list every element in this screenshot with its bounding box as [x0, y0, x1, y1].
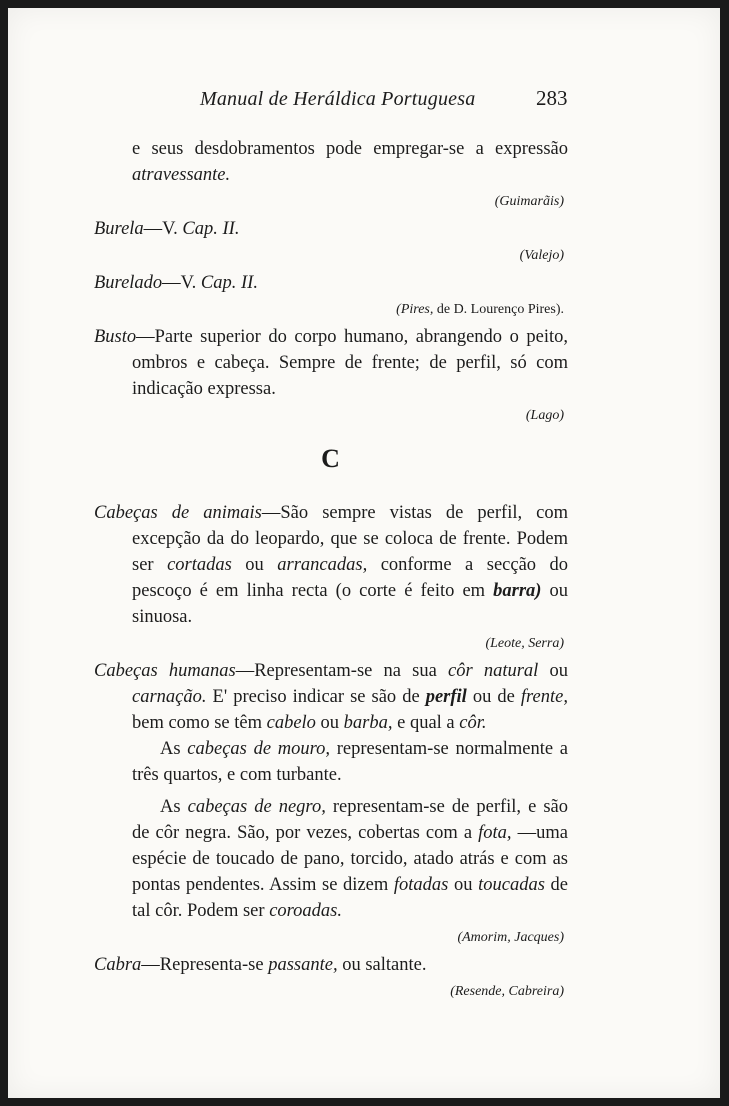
- italic-term: côr.: [459, 713, 487, 733]
- page-body: [94, 136, 568, 1006]
- source-name: (Pires,: [396, 302, 434, 317]
- entry-text: bem como se têm: [132, 713, 267, 733]
- entry-term: Cabeças de animais: [94, 503, 262, 523]
- paragraph-negro: [94, 794, 568, 924]
- entry-text: ou sinuosa.: [132, 581, 569, 627]
- section-letter: C: [321, 444, 341, 473]
- italic-term: frente,: [520, 687, 568, 707]
- italic-term: passante,: [268, 955, 338, 975]
- italic-term: toucadas: [478, 875, 545, 895]
- italic-term: cortadas: [167, 555, 232, 575]
- entry-text: —São sempre vistas de perfil, com excepção da do leopardo, que se coloca de frente. Podem ser: [132, 503, 569, 575]
- italic-term: carnação.: [132, 687, 207, 707]
- entry-continuation: [94, 136, 568, 188]
- entry-text: —Representa-se: [141, 955, 269, 975]
- entry-cabecas-humanas: [94, 658, 568, 736]
- entry-text: ou de: [466, 687, 521, 707]
- entry-text: representam-se normalmente a três quartos, e com turbante.: [132, 739, 569, 785]
- italic-term: barra): [493, 581, 542, 601]
- source-rest: de D. Lourenço Pires).: [433, 302, 564, 317]
- entry-text: —V.: [162, 273, 201, 293]
- entry-term: Cabra: [94, 955, 142, 975]
- entry-text: —uma espécie de toucado de pano, torcido, atado atrás e com as pontas pendentes. Assim se dizem: [132, 823, 568, 895]
- entry-reference: Cap. II.: [182, 219, 240, 239]
- italic-term: côr natural: [448, 661, 539, 681]
- italic-term: fota,: [478, 823, 512, 843]
- continuation-term: atravessante.: [132, 165, 231, 185]
- entry-text: As: [160, 739, 188, 759]
- entry-burelado: [94, 270, 568, 296]
- italic-term: arrancadas,: [277, 555, 368, 575]
- italic-term: cabelo: [266, 713, 316, 733]
- entry-text: representam-se de perfil, e são de côr negra. São, por vezes, cobertas com a: [132, 797, 568, 843]
- entry-text: ou: [315, 713, 344, 733]
- entry-term: Burela: [94, 219, 144, 239]
- source-valejo: (Valejo): [519, 248, 564, 263]
- source-leote-serra: (Leote, Serra): [485, 636, 564, 651]
- italic-term: cabeças de mouro,: [187, 739, 331, 759]
- entry-cabecas-animais: [94, 500, 568, 630]
- entry-text: —Representam-se na sua: [235, 661, 448, 681]
- paragraph-mouro: [94, 736, 568, 788]
- book-page: [8, 8, 720, 1098]
- italic-term: perfil: [425, 687, 467, 707]
- entry-text: —Parte superior do corpo humano, abrangendo o peito, ombros e cabeça. Sempre de frente; de perfil, só com indicação expressa.: [132, 327, 568, 399]
- entry-text: As: [160, 797, 188, 817]
- entry-text: ou: [448, 875, 479, 895]
- source-guimaraes: (Guimarãis): [494, 194, 564, 209]
- running-title: Manual de Heráldica Portuguesa: [200, 88, 476, 110]
- page-header: [8, 86, 720, 116]
- entry-cabra: [94, 952, 568, 978]
- entry-text: conforme a secção do pescoço é em linha recta (o corte é feito em: [132, 555, 569, 601]
- entry-term: Burelado: [94, 273, 163, 293]
- entry-text: de tal côr. Podem ser: [132, 875, 569, 921]
- entry-busto: [94, 324, 568, 402]
- italic-term: barba,: [343, 713, 393, 733]
- source-resende-cabreira: (Resende, Cabreira): [450, 984, 564, 999]
- italic-term: coroadas.: [269, 901, 342, 921]
- source-amorim-jacques: (Amorim, Jacques): [457, 930, 564, 945]
- entry-text: ou: [538, 661, 569, 681]
- entry-burela: [94, 216, 568, 242]
- entry-reference: Cap. II.: [200, 273, 258, 293]
- entry-term: Cabeças humanas: [94, 661, 236, 681]
- entry-text: ou: [231, 555, 278, 575]
- entry-text: ou saltante.: [337, 955, 427, 975]
- entry-term: Busto: [94, 327, 137, 347]
- source-pires: [94, 300, 564, 320]
- entry-text: e qual a: [392, 713, 460, 733]
- source-lago: (Lago): [525, 408, 564, 423]
- italic-term: fotadas: [393, 875, 449, 895]
- entry-text: —V.: [143, 219, 183, 239]
- italic-term: cabeças de negro,: [187, 797, 326, 817]
- entry-text: E' preciso indicar se são de: [206, 687, 426, 707]
- continuation-text: e seus desdobramentos pode empregar-se a expressão: [132, 139, 568, 159]
- page-number: 283: [536, 86, 568, 110]
